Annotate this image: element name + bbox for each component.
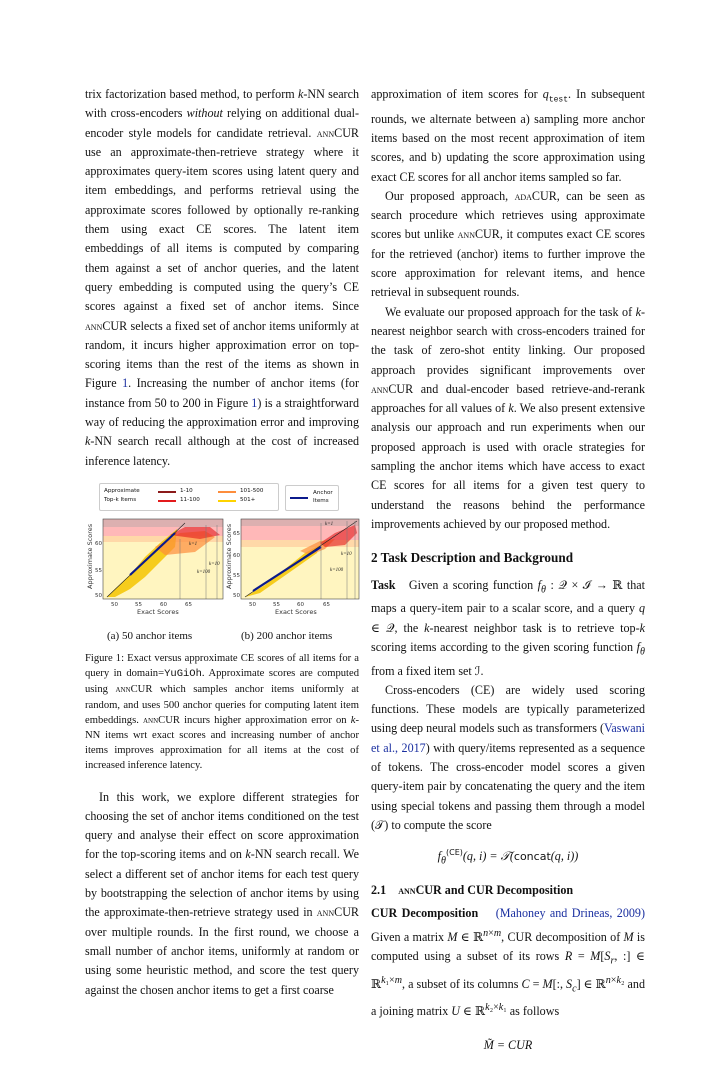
legend-label: 501+ xyxy=(240,496,256,503)
approach-paragraph-continued: approximation of item scores for $q_{test}$. In subsequent rounds, we alternate between a) sampling more anchor items based on the most recent approximation of item scores, and b) updating the score approximation using exact CE scores for all anchor items sampled so far. xyxy=(371,87,645,184)
right-column xyxy=(371,85,645,1065)
citation-vaswani-link[interactable]: Vaswani et al., 2017 xyxy=(371,721,645,755)
equation-ce-score: $f_\theta^{(CE)}(q$, i) = 𝒯(concat(q, i)) xyxy=(437,848,579,867)
section-2-heading: 2 Task Description and Background xyxy=(371,550,574,566)
svg-text:Exact Scores: Exact Scores xyxy=(275,607,317,616)
svg-text:60: 60 xyxy=(160,601,167,608)
scatter-plot-200-anchors xyxy=(225,517,361,617)
figure-1 xyxy=(85,479,359,647)
svg-text:50: 50 xyxy=(249,601,256,608)
figure-ref-link[interactable]: 1 xyxy=(122,376,129,391)
section-2-1-heading: 2.1 annCUR and CUR Decomposition xyxy=(371,882,574,897)
svg-text:k=1: k=1 xyxy=(189,541,198,547)
svg-text:50: 50 xyxy=(233,592,240,599)
task-label: Task xyxy=(371,577,396,592)
cur-label: CUR Decomposition xyxy=(371,906,479,921)
legend-label: Items xyxy=(313,497,329,504)
svg-text:60: 60 xyxy=(297,601,304,608)
adacur-paragraph: Our proposed approach, adaCUR, can be seen as search procedure which retrieves using approximate scores but unlike annCUR, it computes exact CE scores for the retrieved (anchor) items to further improve the score approximation for relevant items, and hence retrieval in subsequent rounds. xyxy=(371,188,646,300)
figure-caption: Figure 1: Exact versus approximate CE scores of all items for a query in domain=YuGiOh. Approximate scores are computed using annCUR which samples anchor items uniformly at random, and uses 500 anchor queries for computing latent item embeddings. annCUR incurs higher approximation error on k-NN items wrt exact scores and increasing number of anchor items improves approximation for all items at the cost of increased inference latency. xyxy=(85,652,360,772)
evaluation-paragraph: We evaluate our proposed approach for the task of k-nearest neighbor search with cross-encoders trained for the task of zero-shot entity linking. Our proposed approach provides significant improvements over annCUR and dual-encoder based retrieve-and-rerank approaches for all values of k. We also present extensive analysis our approach and run experiments when our proposed approach is used with oracle strategies for sampling the anchor items which have access to exact CE scores for all items for a given test query to understand the reasons behind the performance improvements achieved by our proposed method. xyxy=(371,304,645,531)
figure-ref-link[interactable]: 1 xyxy=(251,395,258,410)
equation-cur: M̃ = CUR xyxy=(483,1037,533,1052)
svg-text:k=1: k=1 xyxy=(325,521,334,527)
svg-text:60: 60 xyxy=(95,540,102,547)
svg-text:k=10: k=10 xyxy=(209,561,220,567)
svg-text:k=10: k=10 xyxy=(341,551,352,557)
svg-text:50: 50 xyxy=(95,592,102,599)
svg-text:65: 65 xyxy=(323,601,330,608)
svg-text:55: 55 xyxy=(95,567,102,574)
svg-text:Exact Scores: Exact Scores xyxy=(137,607,179,616)
svg-text:65: 65 xyxy=(233,530,240,537)
anchor-legend xyxy=(285,485,339,511)
svg-text:Approximate Scores: Approximate Scores xyxy=(225,523,233,589)
svg-text:Approximate Scores: Approximate Scores xyxy=(86,523,94,589)
scatter-plot-50-anchors xyxy=(85,517,225,617)
legend-label: 11-100 xyxy=(180,496,200,503)
subcaption-b: (b) 200 anchor items xyxy=(241,629,333,642)
cross-encoder-paragraph: Cross-encoders (CE) are widely used scoring functions. These models are typically parameterized using deep neural models such as transformers (Vaswani et al., 2017) with query/items represented as a sequence of tokens. The cross-encoder model scores a given query-item pair by concatenating the query and the item using special tokens and passing them through a model (𝒯) to compute the score xyxy=(371,682,645,832)
legend-title: Top-k Items xyxy=(104,496,137,503)
approach-paragraph: In this work, we explore different strategies for choosing the set of anchor items conditioned on the test query and analyse their effect on score approximation for the top-scoring items and on k-NN search recall. We select a different set of anchor items for each test query by bootstrapping the selection of anchor items by using the approximate-then-retrieve strategy used in annCUR over multiple rounds. In the first round, we choose a small number of anchor items, uniformly at random or using some heuristic method, and score the test query against the chosen anchor items to get a first coarse xyxy=(85,789,359,997)
svg-text:55: 55 xyxy=(273,601,280,608)
left-column xyxy=(85,85,359,1000)
legend-swatch-11-100 xyxy=(158,500,176,502)
legend-swatch-1-10 xyxy=(158,491,176,493)
svg-text:55: 55 xyxy=(135,601,142,608)
legend-label: 101-500 xyxy=(240,487,264,494)
svg-text:55: 55 xyxy=(233,572,240,579)
svg-text:50: 50 xyxy=(111,601,118,608)
citation-mahoney-link[interactable]: (Mahoney and Drineas, 2009) xyxy=(495,906,645,921)
figure-legend xyxy=(99,483,279,511)
svg-text:60: 60 xyxy=(233,552,240,559)
legend-title: Approximate xyxy=(104,487,140,494)
svg-text:65: 65 xyxy=(185,601,192,608)
subcaption-a: (a) 50 anchor items xyxy=(107,629,193,642)
legend-label: 1-10 xyxy=(180,487,193,494)
legend-swatch-501-plus xyxy=(218,500,236,502)
legend-swatch-101-500 xyxy=(218,491,236,493)
cur-paragraph: CUR Decomposition (Mahoney and Drineas, 2009) Given a matrix M ∈ ℝ$^{n\times m}$, CUR decomposition of M is computed using a subset of its rows $R = M[S_r$, :] ∈ ℝ$^{k_1\times m}$, a subset of its columns C = M[:, $S_c$] ∈ ℝ$^{n\times k_2}$ and a joining matrix U ∈ ℝ$^{k_2\times k_1}$ as follows xyxy=(371,906,645,1019)
legend-label: Anchor xyxy=(313,489,333,496)
svg-text:k=100: k=100 xyxy=(197,569,211,575)
task-paragraph: Task Given a scoring function $f_\theta$ : 𝒬 × ℐ → ℝ that maps a query-item pair to a scalar score, and a query q ∈ 𝒬, the k-nearest neighbor task is to retrieve top-k scoring items according to the given scoring function $f_\theta$ from a fixed item set ℐ. xyxy=(371,577,645,678)
legend-swatch-anchor xyxy=(290,497,308,499)
svg-text:k=100: k=100 xyxy=(330,567,344,573)
intro-paragraph-continued: trix factorization based method, to perform k-NN search with cross-encoders without relying on additional dual-encoder style models for candidate retrieval. annCUR use an approximate-then-retrieve strategy where it approximates query-item scores using latent query and item embeddings, and performs retrieval using the approximate scores followed by optionally re-ranking them using exact CE scores. The latent item embeddings of all items is computed by comparing them against a set of anchor queries, and the latent query embedding is computed using the query’s CE scores against a fixed set of anchor items. Since annCUR selects a fixed set of anchor items uniformly at random, it incurs higher approximation error on top-scoring items than the rest of the items as shown in Figure 1. Increasing the number of anchor items (for instance from 50 to 200 in Figure 1) is a straightforward way of reducing the approximation error and improving k-NN search recall although at the cost of increased inference latency. xyxy=(85,87,359,468)
